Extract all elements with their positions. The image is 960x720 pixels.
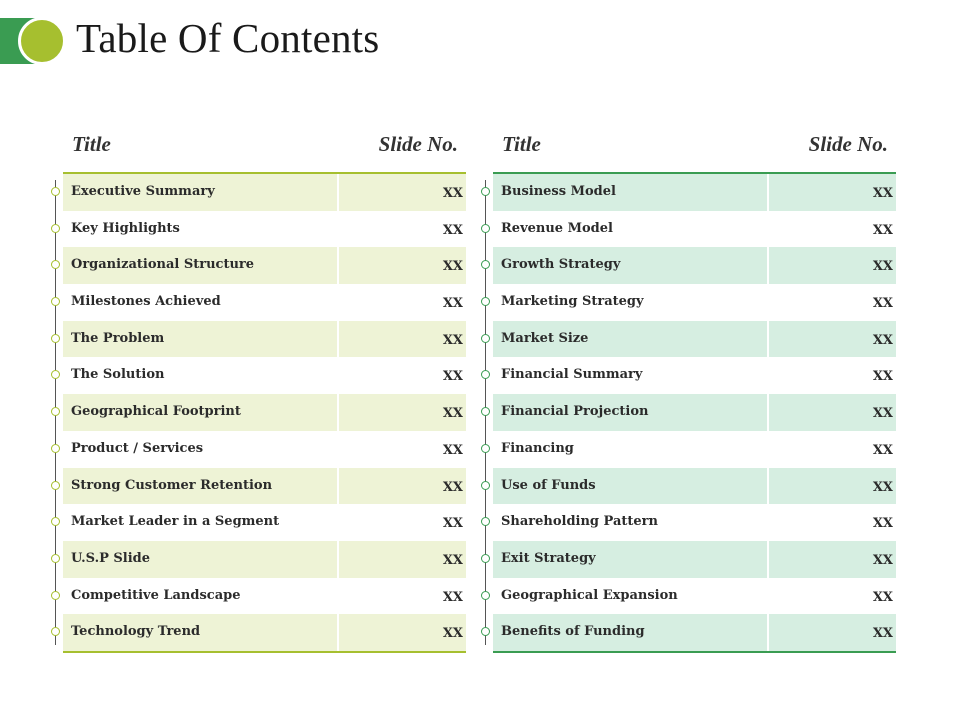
row-slide-number: XX — [872, 626, 893, 642]
row-slide-number: XX — [872, 442, 893, 458]
timeline-node-icon — [481, 517, 490, 526]
row-slide-number: XX — [442, 552, 463, 568]
timeline-node-icon — [51, 444, 60, 453]
row-cells — [493, 614, 896, 651]
timeline-node-icon — [481, 407, 490, 416]
right-table-row — [480, 504, 900, 541]
row-slide-number: XX — [872, 552, 893, 568]
row-slide-number: XX — [442, 186, 463, 201]
row-title: Marketing Strategy — [493, 284, 769, 321]
right-contents-table — [480, 126, 900, 653]
row-title: Market Size — [493, 321, 769, 358]
row-slide-number: XX — [442, 626, 463, 642]
row-slide-number: XX — [442, 589, 463, 605]
row-slide-number: XX — [872, 406, 893, 422]
left-table-row — [50, 284, 470, 321]
timeline-node-icon — [481, 370, 490, 379]
left-table-row — [50, 357, 470, 394]
left-table-row — [50, 211, 470, 248]
row-slide-number: XX — [872, 296, 893, 312]
timeline-node-icon — [481, 260, 490, 269]
right-col-slide-header: Slide No. — [808, 132, 888, 156]
row-slide-number: XX — [442, 332, 463, 348]
row-title: Technology Trend — [63, 614, 339, 651]
right-table-row — [480, 211, 900, 248]
left-table-row — [50, 247, 470, 284]
timeline-node-icon — [481, 554, 490, 563]
row-slide-number: XX — [442, 442, 463, 458]
left-table-row — [50, 431, 470, 468]
row-title: Shareholding Pattern — [493, 504, 769, 541]
page-title: Table Of Contents — [76, 15, 380, 61]
left-table-row — [50, 541, 470, 578]
left-col-title-header: Title — [72, 132, 111, 156]
right-table-row — [480, 321, 900, 358]
row-title: Financial Projection — [493, 394, 769, 431]
row-title: Strong Customer Retention — [63, 468, 339, 505]
row-slide-number: XX — [872, 259, 893, 275]
row-title: Use of Funds — [493, 468, 769, 505]
timeline-node-icon — [51, 334, 60, 343]
row-cells — [63, 468, 466, 505]
row-title: Geographical Expansion — [493, 578, 769, 615]
row-slide-number: XX — [872, 589, 893, 605]
row-slide-number: XX — [872, 516, 893, 532]
row-cells — [63, 394, 466, 431]
right-table-body — [480, 174, 900, 651]
timeline-node-icon — [51, 187, 60, 196]
timeline-node-icon — [481, 187, 490, 196]
right-table-row — [480, 284, 900, 321]
row-slide-number: XX — [442, 516, 463, 532]
left-table-row — [50, 468, 470, 505]
brand-logo — [0, 18, 70, 66]
right-table-row — [480, 541, 900, 578]
timeline-node-icon — [51, 370, 60, 379]
left-table-row — [50, 614, 470, 651]
row-cells — [493, 284, 896, 321]
timeline-node-icon — [51, 297, 60, 306]
row-slide-number: XX — [872, 369, 893, 385]
row-slide-number: XX — [442, 296, 463, 312]
row-cells — [493, 247, 896, 284]
row-title: The Solution — [63, 357, 339, 394]
row-slide-number: XX — [872, 222, 893, 238]
left-table-row — [50, 174, 470, 211]
timeline-node-icon — [51, 481, 60, 490]
row-title: Financial Summary — [493, 357, 769, 394]
right-table-row — [480, 357, 900, 394]
row-title: Geographical Footprint — [63, 394, 339, 431]
row-slide-number: XX — [442, 259, 463, 275]
row-title: Milestones Achieved — [63, 284, 339, 321]
left-table-bottom-rule — [63, 651, 466, 653]
row-slide-number: XX — [442, 369, 463, 385]
right-table-header — [493, 126, 896, 174]
right-table-row — [480, 468, 900, 505]
row-cells — [493, 357, 896, 394]
row-cells — [493, 394, 896, 431]
row-slide-number: XX — [442, 479, 463, 495]
left-table-body — [50, 174, 470, 651]
row-slide-number: XX — [442, 406, 463, 422]
row-title: Financing — [493, 431, 769, 468]
row-cells — [63, 247, 466, 284]
row-title: Competitive Landscape — [63, 578, 339, 615]
right-table-bottom-rule — [493, 651, 896, 653]
row-cells — [493, 174, 896, 211]
right-col-title-header: Title — [502, 132, 541, 156]
row-cells — [493, 578, 896, 615]
row-title: Exit Strategy — [493, 541, 769, 578]
timeline-node-icon — [51, 554, 60, 563]
right-table-row — [480, 431, 900, 468]
row-title: The Problem — [63, 321, 339, 358]
row-slide-number: XX — [872, 186, 893, 201]
timeline-node-icon — [481, 297, 490, 306]
timeline-node-icon — [51, 591, 60, 600]
left-table-row — [50, 578, 470, 615]
timeline-node-icon — [481, 334, 490, 343]
row-cells — [63, 504, 466, 541]
row-title: U.S.P Slide — [63, 541, 339, 578]
timeline-node-icon — [481, 481, 490, 490]
timeline-node-icon — [51, 407, 60, 416]
row-cells — [63, 174, 466, 211]
row-slide-number: XX — [442, 222, 463, 238]
left-table-row — [50, 394, 470, 431]
left-table-header — [63, 126, 466, 174]
row-cells — [63, 614, 466, 651]
timeline-node-icon — [481, 224, 490, 233]
timeline-node-icon — [481, 627, 490, 636]
row-title: Organizational Structure — [63, 247, 339, 284]
right-table-row — [480, 247, 900, 284]
left-contents-table — [50, 126, 470, 653]
row-title: Business Model — [493, 174, 769, 211]
row-slide-number: XX — [872, 479, 893, 495]
row-cells — [63, 541, 466, 578]
row-title: Key Highlights — [63, 211, 339, 248]
left-table-row — [50, 321, 470, 358]
row-cells — [493, 468, 896, 505]
left-col-slide-header: Slide No. — [378, 132, 458, 156]
row-cells — [63, 321, 466, 358]
row-cells — [493, 321, 896, 358]
timeline-node-icon — [481, 591, 490, 600]
row-cells — [63, 431, 466, 468]
logo-circle — [18, 17, 66, 65]
timeline-node-icon — [51, 517, 60, 526]
timeline-node-icon — [51, 224, 60, 233]
right-table-row — [480, 614, 900, 651]
row-title: Executive Summary — [63, 174, 339, 211]
row-cells — [493, 504, 896, 541]
timeline-node-icon — [51, 260, 60, 269]
row-title: Product / Services — [63, 431, 339, 468]
row-cells — [493, 431, 896, 468]
row-title: Growth Strategy — [493, 247, 769, 284]
row-cells — [63, 211, 466, 248]
row-cells — [63, 578, 466, 615]
row-title: Benefits of Funding — [493, 614, 769, 651]
timeline-node-icon — [51, 627, 60, 636]
right-table-row — [480, 578, 900, 615]
right-table-row — [480, 174, 900, 211]
right-table-row — [480, 394, 900, 431]
left-table-row — [50, 504, 470, 541]
row-cells — [63, 357, 466, 394]
timeline-node-icon — [481, 444, 490, 453]
row-title: Market Leader in a Segment — [63, 504, 339, 541]
row-slide-number: XX — [872, 332, 893, 348]
row-cells — [493, 211, 896, 248]
row-cells — [63, 284, 466, 321]
row-title: Revenue Model — [493, 211, 769, 248]
row-cells — [493, 541, 896, 578]
